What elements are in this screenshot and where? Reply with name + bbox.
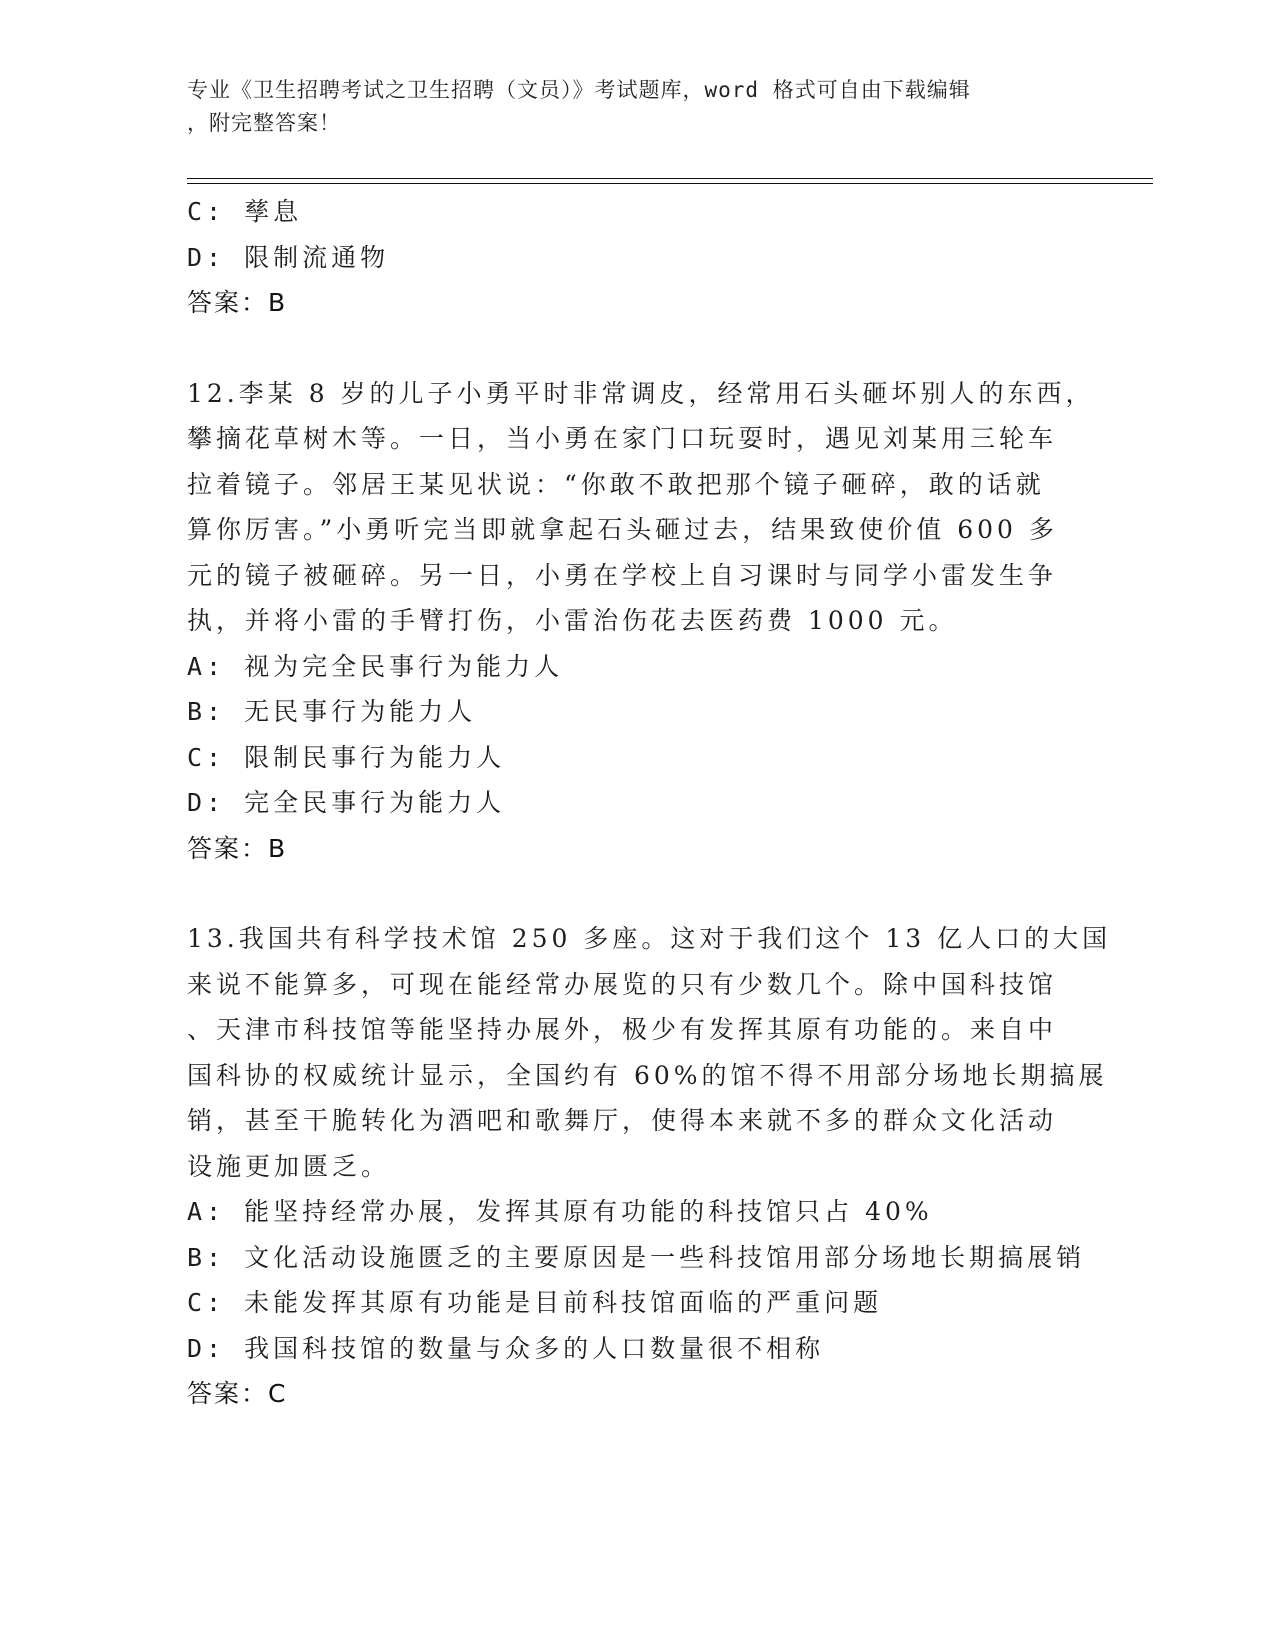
question-12 xyxy=(187,371,1095,872)
option-label: C: xyxy=(187,197,226,226)
option-text: 我国科技馆的数量与众多的人口数量很不相称 xyxy=(244,1333,825,1363)
option-a xyxy=(187,644,1087,690)
option-d xyxy=(187,235,1087,281)
option-label: A: xyxy=(187,1197,226,1226)
question-text-line: 攀摘花草树木等。一日，当小勇在家门口玩耍时，遇见刘某用三轮车 xyxy=(187,424,1058,453)
question-text-line: 来说不能算多，可现在能经常办展览的只有少数几个。除中国科技馆 xyxy=(187,969,1058,999)
question-text-line: 元的镜子被砸碎。另一日，小勇在学校上自习课时与同学小雷发生争 xyxy=(187,560,1058,590)
header-rule-bottom xyxy=(187,183,1153,184)
header-line-1: 专业《卫生招聘考试之卫生招聘（文员）》考试题库，word 格式可自由下载编辑 xyxy=(187,78,971,102)
question-text-line: 销，甚至干脆转化为酒吧和歌舞厅，使得本来就不多的群众文化活动 xyxy=(187,1106,1058,1135)
question-13 xyxy=(187,916,1112,1417)
question-text-line: 、天津市科技馆等能坚持办展外，极少有发挥其原有功能的。来自中 xyxy=(187,1015,1058,1044)
option-text: 能坚持经常办展，发挥其原有功能的科技馆只占 40% xyxy=(244,1197,933,1226)
option-text: 未能发挥其原有功能是目前科技馆面临的严重问题 xyxy=(244,1288,883,1317)
option-b xyxy=(187,1235,1087,1281)
option-text: 限制流通物 xyxy=(244,242,390,272)
question-text-line: 国科协的权威统计显示，全国约有 60%的馆不得不用部分场地长期搞展 xyxy=(187,1060,1108,1090)
option-a xyxy=(187,1189,1087,1235)
question-text-line: 12.李某 8 岁的儿子小勇平时非常调皮，经常用石头砸坏别人的东西， xyxy=(187,378,1095,408)
option-text: 完全民事行为能力人 xyxy=(244,788,506,817)
option-label: D: xyxy=(187,788,226,817)
option-c xyxy=(187,189,1087,235)
option-text: 孳息 xyxy=(244,197,303,226)
option-label: C: xyxy=(187,1288,226,1317)
option-text: 无民事行为能力人 xyxy=(244,697,477,726)
question-text-line: 设施更加匮乏。 xyxy=(187,1151,391,1181)
answer-line: 答案：B xyxy=(187,288,288,317)
option-text: 视为完全民事行为能力人 xyxy=(244,651,564,681)
question-text-line: 算你厉害。”小勇听完当即就拿起石头砸过去，结果致使价值 600 多 xyxy=(187,515,1058,544)
option-c xyxy=(187,1280,1087,1326)
option-label: B: xyxy=(187,697,226,726)
header-line-2: ，附完整答案！ xyxy=(187,111,341,135)
option-d xyxy=(187,1326,1087,1372)
spacer xyxy=(187,326,1087,371)
answer-line: 答案：C xyxy=(187,1379,288,1408)
option-label: A: xyxy=(187,651,226,681)
option-c xyxy=(187,735,1087,781)
question-text-line: 执，并将小雷的手臂打伤，小雷治伤花去医药费 1000 元。 xyxy=(187,606,958,635)
answer-line: 答案：B xyxy=(187,833,288,863)
option-label: B: xyxy=(187,1242,226,1272)
option-label: D: xyxy=(187,242,226,272)
option-text: 限制民事行为能力人 xyxy=(244,742,506,772)
page-header xyxy=(187,74,1067,140)
option-text: 文化活动设施匮乏的主要原因是一些科技馆用部分场地长期搞展销 xyxy=(244,1242,1086,1272)
question-text-line: 拉着镜子。邻居王某见状说：“你敢不敢把那个镜子砸碎，敢的话就 xyxy=(187,469,1045,499)
question-text-line: 13.我国共有科学技术馆 250 多座。这对于我们这个 13 亿人口的大国 xyxy=(187,924,1112,953)
option-d xyxy=(187,780,1087,826)
prev-question xyxy=(187,189,1087,326)
question-content xyxy=(187,189,1112,1417)
spacer xyxy=(187,871,1087,916)
option-label: C: xyxy=(187,742,226,772)
header-rule-top xyxy=(187,178,1153,179)
option-label: D: xyxy=(187,1333,226,1363)
option-b xyxy=(187,689,1087,735)
